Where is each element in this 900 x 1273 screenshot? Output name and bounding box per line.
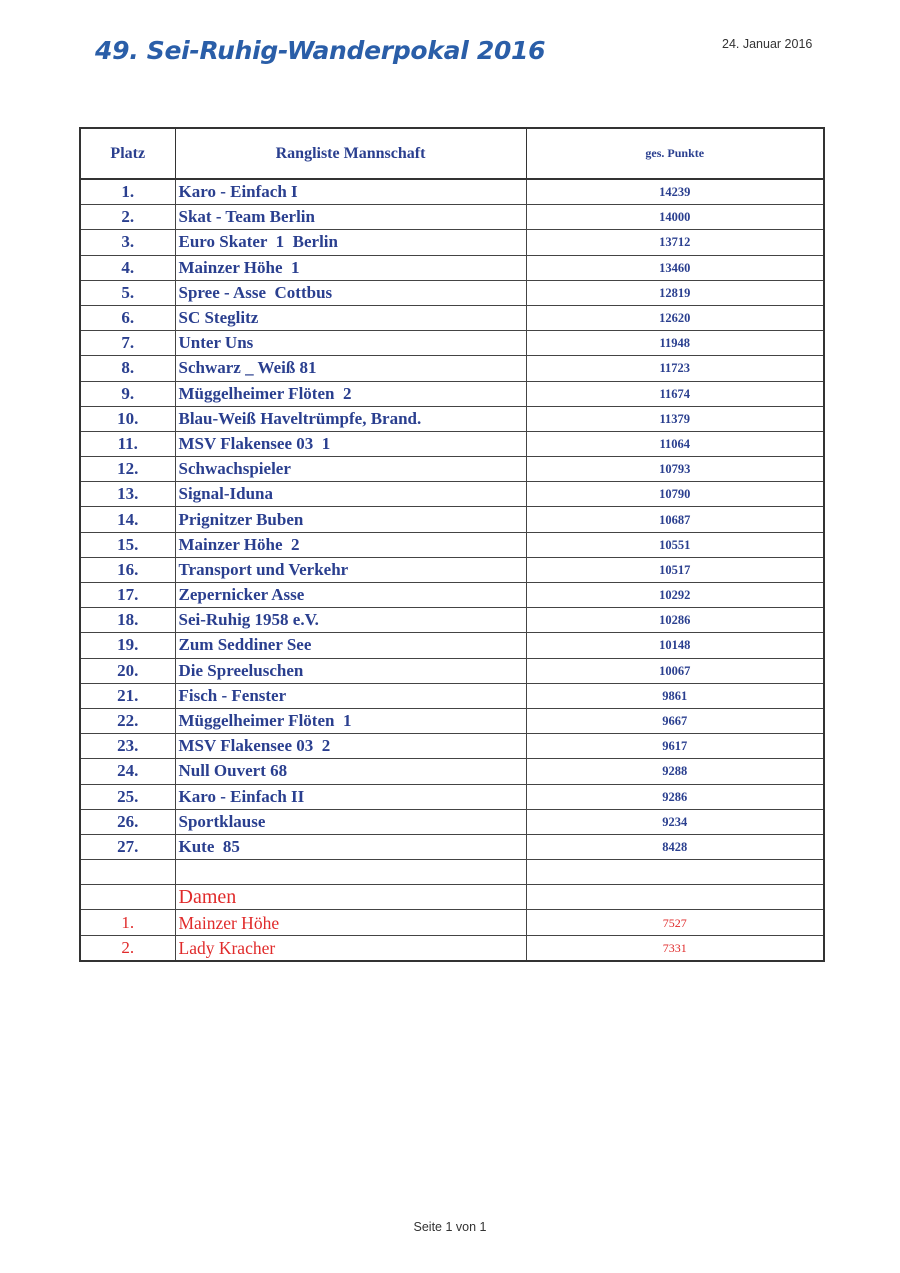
table-row bbox=[80, 608, 824, 633]
table-row bbox=[80, 809, 824, 834]
empty-cell bbox=[526, 860, 824, 885]
document-date: 24. Januar 2016 bbox=[722, 37, 813, 51]
header-rank: Platz bbox=[80, 128, 175, 179]
points-cell: 10551 bbox=[526, 532, 824, 557]
team-cell: Karo - Einfach II bbox=[175, 784, 526, 809]
rank-cell: 18. bbox=[80, 608, 175, 633]
empty-row bbox=[80, 860, 824, 885]
table-row bbox=[80, 532, 824, 557]
rank-cell: 25. bbox=[80, 784, 175, 809]
rank-cell: 11. bbox=[80, 431, 175, 456]
rank-cell: 14. bbox=[80, 507, 175, 532]
points-cell: 10286 bbox=[526, 608, 824, 633]
table-row bbox=[80, 305, 824, 330]
empty-cell bbox=[526, 885, 824, 910]
team-cell: Fisch - Fenster bbox=[175, 683, 526, 708]
points-cell: 7527 bbox=[526, 910, 824, 935]
damen-section bbox=[80, 860, 824, 910]
header-team: Rangliste Mannschaft bbox=[175, 128, 526, 179]
rank-cell: 1. bbox=[80, 910, 175, 935]
points-cell: 11064 bbox=[526, 431, 824, 456]
team-cell: Blau-Weiß Haveltrümpfe, Brand. bbox=[175, 406, 526, 431]
table-row bbox=[80, 457, 824, 482]
rank-cell: 13. bbox=[80, 482, 175, 507]
points-cell: 10793 bbox=[526, 457, 824, 482]
rank-cell: 4. bbox=[80, 255, 175, 280]
empty-cell bbox=[175, 860, 526, 885]
table-row bbox=[80, 331, 824, 356]
points-cell: 10687 bbox=[526, 507, 824, 532]
damen-label: Damen bbox=[175, 885, 526, 910]
rank-cell: 16. bbox=[80, 557, 175, 582]
rank-cell: 3. bbox=[80, 230, 175, 255]
team-cell: Prignitzer Buben bbox=[175, 507, 526, 532]
table-row bbox=[80, 230, 824, 255]
table-row bbox=[80, 759, 824, 784]
rank-cell: 2. bbox=[80, 935, 175, 961]
table-row bbox=[80, 507, 824, 532]
empty-cell bbox=[80, 885, 175, 910]
team-cell: Mainzer Höhe 2 bbox=[175, 532, 526, 557]
table-row bbox=[80, 381, 824, 406]
team-cell: Lady Kracher bbox=[175, 935, 526, 961]
points-cell: 9234 bbox=[526, 809, 824, 834]
team-cell: SC Steglitz bbox=[175, 305, 526, 330]
points-cell: 8428 bbox=[526, 834, 824, 859]
points-cell: 9861 bbox=[526, 683, 824, 708]
rank-cell: 2. bbox=[80, 205, 175, 230]
points-cell: 11674 bbox=[526, 381, 824, 406]
points-cell: 10790 bbox=[526, 482, 824, 507]
table-row bbox=[80, 557, 824, 582]
rank-cell: 1. bbox=[80, 179, 175, 205]
rank-cell: 8. bbox=[80, 356, 175, 381]
team-cell: Schwarz _ Weiß 81 bbox=[175, 356, 526, 381]
table-row bbox=[80, 734, 824, 759]
rank-cell: 17. bbox=[80, 583, 175, 608]
points-cell: 9617 bbox=[526, 734, 824, 759]
rank-cell: 21. bbox=[80, 683, 175, 708]
rank-cell: 15. bbox=[80, 532, 175, 557]
table-row bbox=[80, 356, 824, 381]
table-row bbox=[80, 935, 824, 961]
points-cell: 10148 bbox=[526, 633, 824, 658]
table-row bbox=[80, 784, 824, 809]
rank-cell: 6. bbox=[80, 305, 175, 330]
rank-cell: 10. bbox=[80, 406, 175, 431]
ranking-table bbox=[79, 127, 825, 962]
team-cell: Mainzer Höhe bbox=[175, 910, 526, 935]
table-row bbox=[80, 205, 824, 230]
damen-rows bbox=[80, 910, 824, 961]
table-row bbox=[80, 179, 824, 205]
table-row bbox=[80, 834, 824, 859]
table-row bbox=[80, 280, 824, 305]
points-cell: 11723 bbox=[526, 356, 824, 381]
points-cell: 12620 bbox=[526, 305, 824, 330]
page-footer: Seite 1 von 1 bbox=[413, 1220, 487, 1234]
points-cell: 10067 bbox=[526, 658, 824, 683]
points-cell: 11948 bbox=[526, 331, 824, 356]
points-cell: 13460 bbox=[526, 255, 824, 280]
team-cell: Sportklause bbox=[175, 809, 526, 834]
points-cell: 9288 bbox=[526, 759, 824, 784]
team-cell: Skat - Team Berlin bbox=[175, 205, 526, 230]
rank-cell: 19. bbox=[80, 633, 175, 658]
points-cell: 14000 bbox=[526, 205, 824, 230]
rank-cell: 27. bbox=[80, 834, 175, 859]
rank-cell: 22. bbox=[80, 708, 175, 733]
points-cell: 13712 bbox=[526, 230, 824, 255]
team-cell: Unter Uns bbox=[175, 331, 526, 356]
team-cell: Zum Seddiner See bbox=[175, 633, 526, 658]
header-points: ges. Punkte bbox=[526, 128, 824, 179]
points-cell: 7331 bbox=[526, 935, 824, 961]
rank-cell: 5. bbox=[80, 280, 175, 305]
table-row bbox=[80, 406, 824, 431]
table-row bbox=[80, 431, 824, 456]
table-row bbox=[80, 482, 824, 507]
rank-cell: 24. bbox=[80, 759, 175, 784]
table-row bbox=[80, 683, 824, 708]
ranking-rows bbox=[80, 179, 824, 860]
table-header-row bbox=[80, 128, 824, 179]
team-cell: Die Spreeluschen bbox=[175, 658, 526, 683]
rank-cell: 7. bbox=[80, 331, 175, 356]
damen-heading-row bbox=[80, 885, 824, 910]
rank-cell: 12. bbox=[80, 457, 175, 482]
points-cell: 10292 bbox=[526, 583, 824, 608]
table-row bbox=[80, 255, 824, 280]
team-cell: Null Ouvert 68 bbox=[175, 759, 526, 784]
table-row bbox=[80, 708, 824, 733]
team-cell: Kute 85 bbox=[175, 834, 526, 859]
empty-cell bbox=[80, 860, 175, 885]
team-cell: MSV Flakensee 03 2 bbox=[175, 734, 526, 759]
table-row bbox=[80, 633, 824, 658]
table-row bbox=[80, 910, 824, 935]
points-cell: 9667 bbox=[526, 708, 824, 733]
points-cell: 9286 bbox=[526, 784, 824, 809]
team-cell: Karo - Einfach I bbox=[175, 179, 526, 205]
team-cell: Zepernicker Asse bbox=[175, 583, 526, 608]
team-cell: Müggelheimer Flöten 2 bbox=[175, 381, 526, 406]
team-cell: Transport und Verkehr bbox=[175, 557, 526, 582]
points-cell: 14239 bbox=[526, 179, 824, 205]
rank-cell: 9. bbox=[80, 381, 175, 406]
rank-cell: 23. bbox=[80, 734, 175, 759]
team-cell: Sei-Ruhig 1958 e.V. bbox=[175, 608, 526, 633]
rank-cell: 26. bbox=[80, 809, 175, 834]
team-cell: MSV Flakensee 03 1 bbox=[175, 431, 526, 456]
document-title: 49. Sei-Ruhig-Wanderpokal 2016 bbox=[95, 36, 546, 65]
points-cell: 11379 bbox=[526, 406, 824, 431]
table-row bbox=[80, 658, 824, 683]
team-cell: Schwachspieler bbox=[175, 457, 526, 482]
rank-cell: 20. bbox=[80, 658, 175, 683]
points-cell: 12819 bbox=[526, 280, 824, 305]
team-cell: Signal-Iduna bbox=[175, 482, 526, 507]
team-cell: Mainzer Höhe 1 bbox=[175, 255, 526, 280]
points-cell: 10517 bbox=[526, 557, 824, 582]
team-cell: Euro Skater 1 Berlin bbox=[175, 230, 526, 255]
team-cell: Spree - Asse Cottbus bbox=[175, 280, 526, 305]
team-cell: Müggelheimer Flöten 1 bbox=[175, 708, 526, 733]
table-row bbox=[80, 583, 824, 608]
